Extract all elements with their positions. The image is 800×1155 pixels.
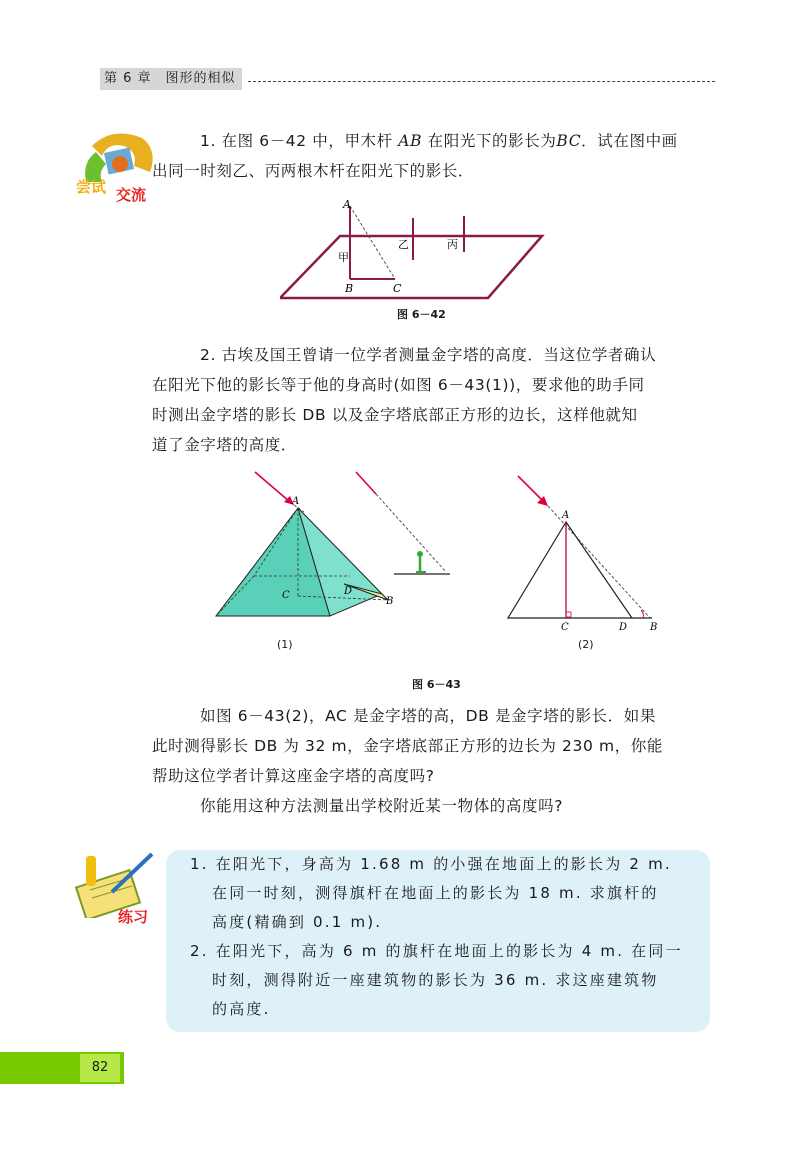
label-b: B [345,282,354,295]
figure-6-42 [280,196,580,304]
sun-arrow-3 [518,476,544,502]
paragraph-3-line-3: 帮助这位学者计算这座金字塔的高度吗? [152,767,435,785]
pyr2-label-d: D [619,622,628,632]
notebook-pencil-icon [72,848,162,918]
figure-6-43-caption: 图 6－43 [412,678,461,691]
figure-6-43-1 [210,466,470,626]
paragraph-3-line-2: 此时测得影长 DB 为 32 m，金字塔底部正方形的边长为 230 m，你能 [152,737,663,755]
chapter-header [100,68,715,90]
exercise-2-line-1: 2. 在阳光下，高为 6 m 的旗杆在地面上的影长为 4 m. 在同一 [190,942,683,960]
sun-ray-ac [350,206,395,279]
question-2-line-2: 在阳光下他的影长等于他的身高时(如图 6－43(1))，要求他的助手同 [152,376,645,394]
figure-6-43-sub2: (2) [578,638,594,651]
figure-6-43-2 [500,472,675,632]
question-2-line-4: 道了金字塔的高度． [152,436,297,454]
pyr1-label-c: C [282,590,290,601]
label-c: C [393,282,402,295]
pyr1-label-a: A [292,496,300,507]
exercise-2-line-3: 的高度. [212,1000,271,1018]
exercise-1-line-1: 1. 在阳光下，身高为 1.68 m 的小强在地面上的影长为 2 m. [190,855,672,873]
exercise-1-line-3: 高度(精确到 0.1 m). [212,913,383,931]
header-divider [248,81,715,82]
figure-6-42-caption: 图 6－42 [397,308,446,321]
exercise-badge-text: 练习 [118,908,149,926]
sun-arrow-1 [255,472,290,502]
figure-6-43-sub1: (1) [277,638,293,651]
question-2-line-3: 时测出金字塔的影长 DB 以及金字塔底部正方形的边长，这样他就知 [152,406,638,424]
label-yi: 乙 [398,238,409,251]
label-a: A [343,198,351,211]
label-jia: 甲 [338,251,349,264]
exercise-badge [72,848,162,928]
question-1-line-2: 出同一时刻乙、丙两根木杆在阳光下的影长． [152,162,475,180]
page-number: 82 [80,1054,120,1082]
paragraph-3-line-4: 你能用这种方法测量出学校附近某一物体的高度吗? [200,797,564,815]
label-bing: 丙 [447,238,458,251]
pyramid-cross-section [508,522,632,618]
question-2-line-1: 2. 古埃及国王曾请一位学者测量金字塔的高度．当这位学者确认 [200,346,657,364]
question-1 [200,126,720,156]
exchange-badge-text: 交流 [116,186,147,204]
scholar-figure-icon [416,551,426,572]
exercise-2-line-2: 时刻，测得附近一座建筑物的影长为 36 m. 求这座建筑物 [212,971,659,989]
sun-arrow-2 [356,472,376,494]
pyr1-label-d: D [344,586,353,597]
pyr1-label-b: B [386,596,394,607]
exercise-1-line-2: 在同一时刻，测得旗杆在地面上的影长为 18 m. 求旗杆的 [212,884,659,902]
ground-plane [280,236,542,298]
pyr2-label-b: B [650,622,658,632]
pyr2-label-c: C [561,622,569,632]
question-1-line-1: 1. 在图 6－42 中，甲木杆 AB 在阳光下的影长为BC．试在图中画 [200,132,678,150]
chapter-title: 第 6 章 图形的相似 [100,68,242,90]
paragraph-3-line-1: 如图 6－43(2)，AC 是金字塔的高，DB 是金字塔的影长．如果 [200,707,656,725]
pyr2-label-a: A [562,510,570,521]
try-badge-text: 尝试 [76,178,107,196]
